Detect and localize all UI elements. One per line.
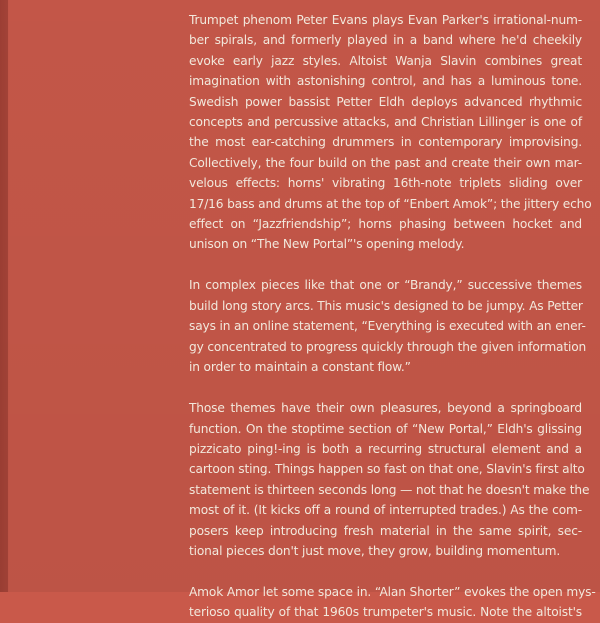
text-line: ber spirals, and formerly played in a band where he'd cheekily <box>189 33 582 48</box>
text-line: pizzicato ping!-ing is both a recurring structural element and a <box>189 441 582 456</box>
text-line: velous effects: horns' vibrating 16th-note triplets sliding over <box>189 176 582 191</box>
text-line: gy concentrated to progress quickly through the given information <box>189 339 587 354</box>
text-line: function. On the stoptime section of “New Portal,” Eldh's glissing <box>189 421 582 436</box>
text-line: Swedish power bassist Petter Eldh deploys advanced rhythmic <box>189 94 582 109</box>
paragraph-gap <box>189 561 582 582</box>
text-line: effect on “Jazzfriendship”; horns phasing between hocket and <box>189 217 582 232</box>
text-line: statement is thirteen seconds long — not that he doesn't make the <box>189 482 590 497</box>
paragraph-gap <box>189 378 582 399</box>
text-line: concepts and percussive attacks, and Christian Lillinger is one of <box>189 115 582 130</box>
text-line: build long story arcs. This music's designed to be jumpy. As Petter <box>189 298 583 313</box>
text-line: evoke early jazz styles. Altoist Wanja Slavin combines great <box>189 53 582 68</box>
text-line: Amok Amor let some space in. “Alan Shorter” evokes the open mys- <box>189 584 596 599</box>
text-line: terioso quality of that 1960s trumpeter's music. Note the altoist's <box>189 605 582 620</box>
text-line: the most ear-catching drummers in contemporary improvising. <box>189 135 582 150</box>
paragraph-4 <box>189 582 596 623</box>
paragraph-1 <box>189 10 592 255</box>
text-line: unison on “The New Portal”'s opening melody. <box>189 237 465 252</box>
text-line: Trumpet phenom Peter Evans plays Evan Parker's irrational-num- <box>189 13 582 27</box>
liner-notes-text <box>189 10 596 623</box>
text-line: 17/16 bass and drums at the top of “Enbert Amok”; the jittery echo <box>189 196 592 211</box>
text-line: cartoon sting. Things happen so fast on that one, Slavin's first alto <box>189 462 585 477</box>
booklet-spine-shadow <box>0 0 8 592</box>
text-line: posers keep introducing fresh material in the same spirit, sec- <box>189 523 582 538</box>
text-line: Collectively, the four build on the past and create their own mar- <box>189 155 582 170</box>
text-line: in order to maintain a constant flow.” <box>189 360 411 375</box>
paragraph-2 <box>189 275 587 377</box>
paragraph-gap <box>189 255 582 276</box>
text-line: imagination with astonishing control, and has a luminous tone. <box>189 74 582 89</box>
text-line: says in an online statement, “Everything is executed with an ener- <box>189 319 586 334</box>
text-line: most of it. (It kicks off a round of interrupted trades.) As the com- <box>189 503 582 518</box>
paragraph-3 <box>189 398 590 561</box>
text-line: tional pieces don't just move, they grow, building momentum. <box>189 543 561 558</box>
text-line: Those themes have their own pleasures, beyond a springboard <box>189 401 582 416</box>
text-line: In complex pieces like that one or “Brandy,” successive themes <box>189 278 582 293</box>
